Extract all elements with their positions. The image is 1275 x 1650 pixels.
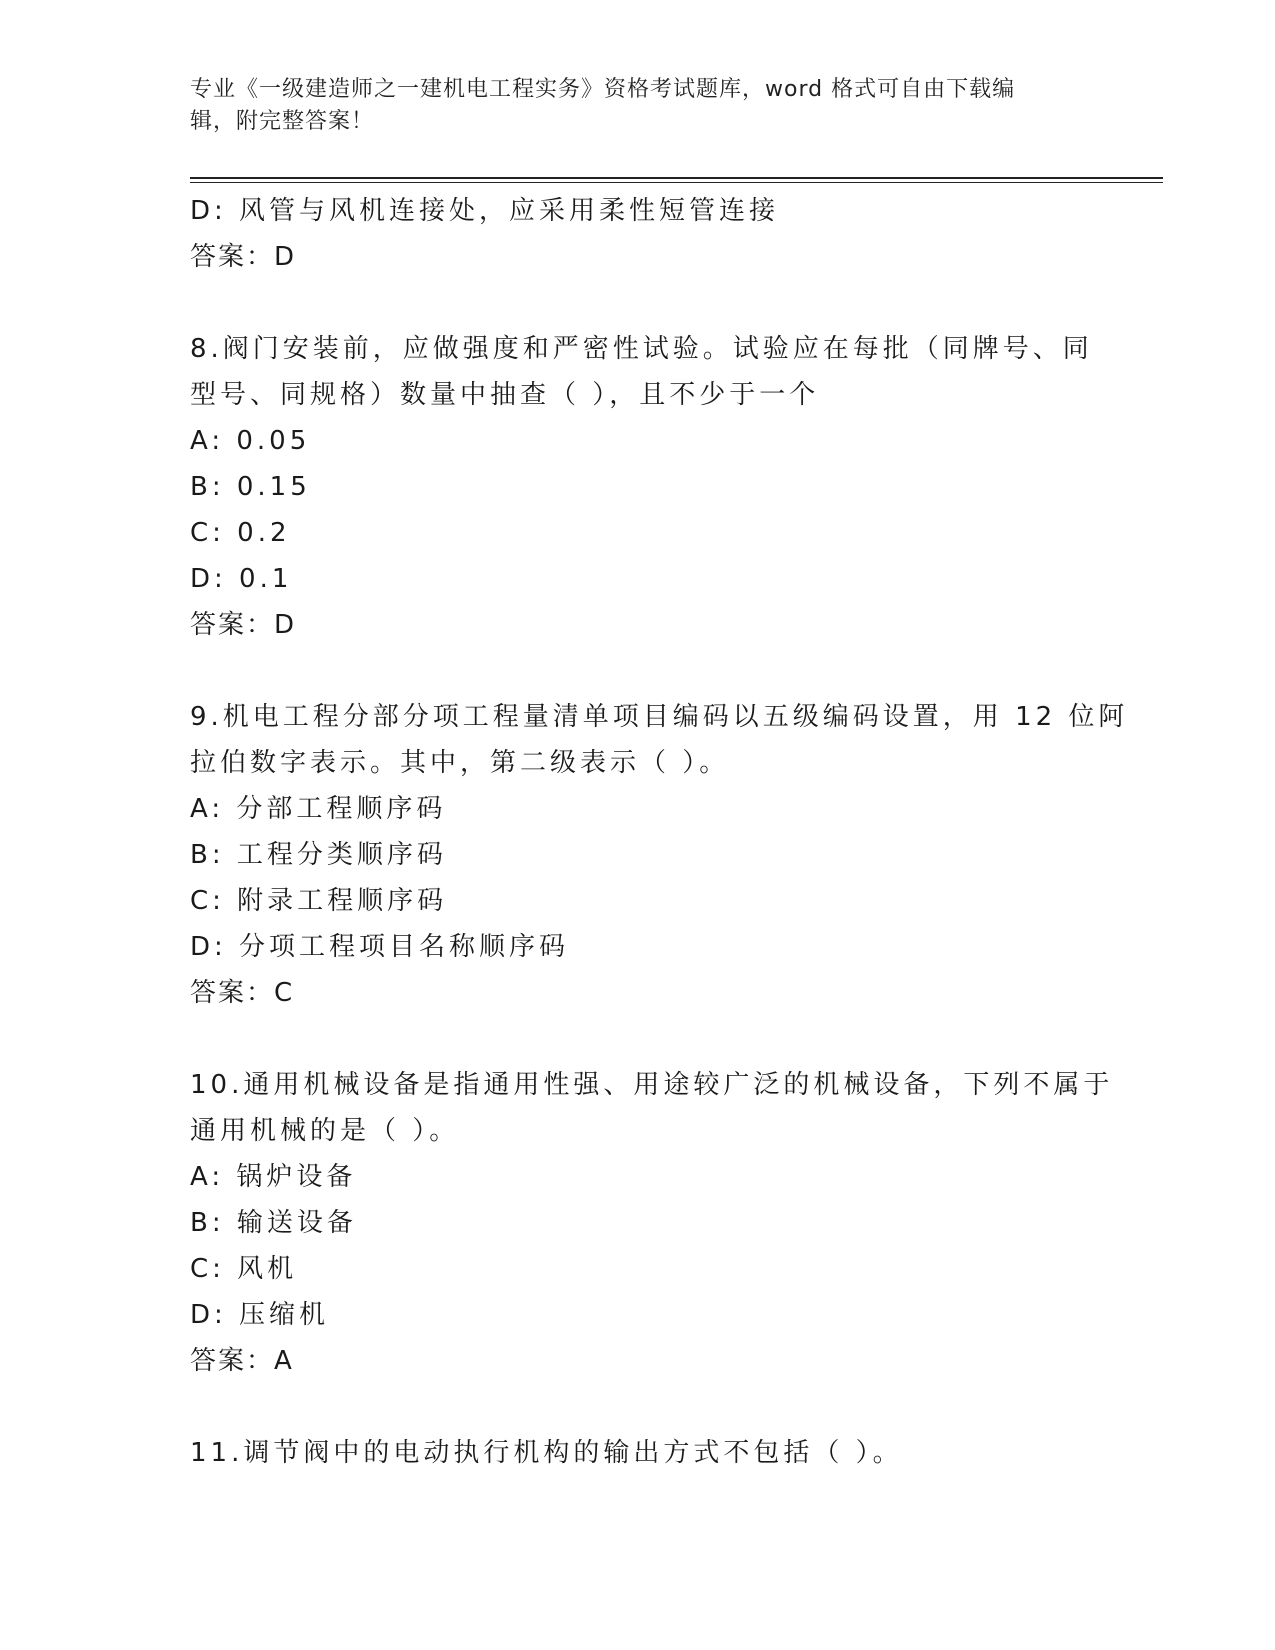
question-stem: 型号、同规格）数量中抽查（ ），且不少于一个	[190, 380, 820, 410]
option-b: B: 工程分类顺序码	[190, 840, 447, 870]
option-d: D: 0.1	[190, 564, 293, 594]
question-stem: 9.机电工程分部分项工程量清单项目编码以五级编码设置，用 12 位阿	[190, 702, 1129, 732]
option-a: A: 0.05	[190, 426, 311, 456]
header-divider-thin	[190, 182, 1163, 183]
question-10	[190, 1062, 1114, 1384]
question-content	[190, 188, 1129, 1476]
option-a: A: 分部工程顺序码	[190, 794, 447, 824]
header-divider-thick	[190, 177, 1163, 179]
option-d: D: 分项工程项目名称顺序码	[190, 932, 570, 962]
spacer	[190, 1016, 1090, 1062]
question-stem: 11.调节阀中的电动执行机构的输出方式不包括（ ）。	[190, 1438, 903, 1468]
answer-label: 答案：A	[190, 1346, 294, 1376]
answer-label: 答案：D	[190, 610, 297, 640]
option-c: C: 附录工程顺序码	[190, 886, 448, 916]
option-a: A: 锅炉设备	[190, 1162, 357, 1192]
option-d: D: 压缩机	[190, 1300, 330, 1330]
question-stem: 8.阀门安装前，应做强度和严密性试验。试验应在每批（同牌号、同	[190, 334, 1093, 364]
header-line-1: 专业《一级建造师之一建机电工程实务》资格考试题库，word 格式可自由下载编	[190, 77, 1016, 102]
answer-label: 答案：D	[190, 242, 297, 272]
question-stem: 拉伯数字表示。其中，第二级表示（ ）。	[190, 748, 730, 778]
option-c: C: 0.2	[190, 518, 291, 548]
document-header	[190, 74, 1090, 138]
spacer	[190, 280, 1090, 326]
spacer	[190, 648, 1090, 694]
answer-label: 答案：C	[190, 978, 295, 1008]
question-11	[190, 1430, 1090, 1476]
question-8	[190, 326, 1093, 648]
question-9	[190, 694, 1129, 1016]
question-7-tail	[190, 188, 1090, 280]
option-c: C: 风机	[190, 1254, 298, 1284]
option-d: D: 风管与风机连接处，应采用柔性短管连接	[190, 196, 780, 226]
spacer	[190, 1384, 1090, 1430]
question-stem: 通用机械的是（ ）。	[190, 1116, 460, 1146]
option-b: B: 输送设备	[190, 1208, 357, 1238]
option-b: B: 0.15	[190, 472, 311, 502]
header-line-2: 辑，附完整答案！	[190, 109, 375, 134]
question-stem: 10.通用机械设备是指通用性强、用途较广泛的机械设备，下列不属于	[190, 1070, 1114, 1100]
